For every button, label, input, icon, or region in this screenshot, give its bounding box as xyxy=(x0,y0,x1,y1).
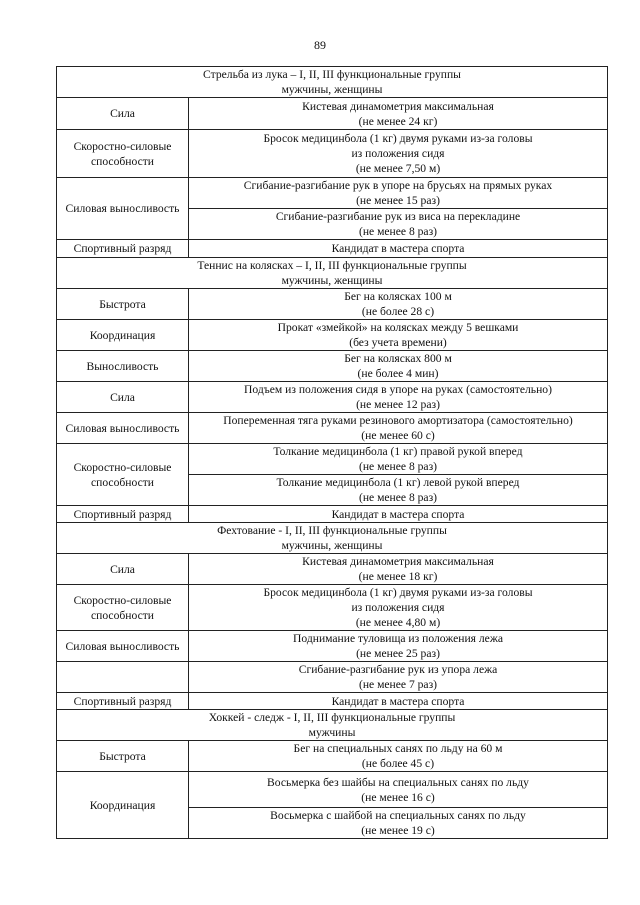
section-header-fencing xyxy=(57,523,608,554)
test-norm: (не менее 24 кг) xyxy=(358,114,438,128)
page-number: 89 xyxy=(314,38,326,52)
test-norm: (не менее 16 с) xyxy=(361,790,435,804)
category-cell: Выносливость xyxy=(57,351,189,382)
test-norm: (не менее 15 раз) xyxy=(356,194,440,207)
section-title-line: Теннис на колясках – I, II, III функциональные группы xyxy=(197,259,467,272)
test-norm: (не менее 25 раз) xyxy=(356,647,440,660)
norm-cell: Кандидат в мастера спорта xyxy=(189,506,608,523)
table-row xyxy=(57,662,608,693)
table-row xyxy=(57,98,608,130)
test-name: Восьмерка с шайбой на специальных санях по льду xyxy=(270,809,526,822)
test-name: Подъем из положения сидя в упоре на руках (самостоятельно) xyxy=(244,383,552,396)
category-cell: Сила xyxy=(57,554,189,585)
test-name: Кистевая динамометрия максимальная xyxy=(302,99,494,113)
norm-cell xyxy=(189,741,608,772)
section-title xyxy=(57,258,608,289)
test-norm: (не менее 7,50 м) xyxy=(355,162,441,175)
table-row xyxy=(57,289,608,320)
norm-cell xyxy=(189,320,608,351)
test-name: Бег на колясках 800 м xyxy=(344,352,452,365)
test-norm: (не менее 4,80 м) xyxy=(355,616,441,629)
test-norm: (не более 45 с) xyxy=(361,757,435,770)
section-title-line: Фехтование - I, II, III функциональные группы xyxy=(217,524,447,537)
norm-cell xyxy=(189,382,608,413)
norm-cell: Кандидат в мастера спорта xyxy=(189,693,608,710)
category-cell-empty xyxy=(57,662,189,693)
category-cell xyxy=(57,130,189,178)
category-cell xyxy=(57,444,189,506)
norm-cell xyxy=(189,178,608,209)
category-cell: Быстрота xyxy=(57,741,189,772)
table-row xyxy=(57,240,608,258)
test-name: Сгибание-разгибание рук из упора лежа xyxy=(298,663,498,676)
section-subtitle-line: мужчины, женщины xyxy=(281,274,383,287)
test-name: Попеременная тяга руками резинового амортизатора (самостоятельно) xyxy=(223,414,573,427)
category-line: Скоростно-силовые xyxy=(73,139,172,153)
test-name: Бег на специальных санях по льду на 60 м xyxy=(293,742,503,755)
test-name: Толкание медицинбола (1 кг) левой рукой вперед xyxy=(276,476,520,489)
norm-cell xyxy=(189,554,608,585)
section-title-line: Стрельба из лука – I, II, III функциональные группы xyxy=(203,68,461,81)
test-norm: (не менее 19 с) xyxy=(361,824,435,837)
test-norm: (без учета времени) xyxy=(349,336,447,349)
norm-cell xyxy=(189,444,608,475)
table-row xyxy=(57,130,608,178)
test-name: Толкание медицинбола (1 кг) правой рукой вперед xyxy=(273,445,523,458)
table-row xyxy=(57,351,608,382)
test-norm: (не менее 12 раз) xyxy=(356,398,440,411)
norm-cell: Кандидат в мастера спорта xyxy=(189,240,608,258)
table-row xyxy=(57,693,608,710)
section-subtitle-line: мужчины, женщины xyxy=(281,83,383,96)
category-cell: Координация xyxy=(57,772,189,839)
test-norm: (не менее 60 с) xyxy=(361,429,435,442)
category-line: способности xyxy=(91,475,154,489)
test-norm: (не менее 8 раз) xyxy=(358,225,438,238)
norm-cell xyxy=(189,808,608,839)
table-row xyxy=(57,631,608,662)
table-row xyxy=(57,585,608,631)
norm-cell xyxy=(189,351,608,382)
table-row xyxy=(57,506,608,523)
norm-cell xyxy=(189,772,608,808)
table-row xyxy=(57,382,608,413)
section-subtitle-line: мужчины, женщины xyxy=(281,539,383,552)
section-title xyxy=(57,710,608,741)
category-cell: Координация xyxy=(57,320,189,351)
test-name-cont: из положения сидя xyxy=(351,147,445,160)
section-title xyxy=(57,523,608,554)
category-cell: Спортивный разряд xyxy=(57,693,189,710)
norm-cell xyxy=(189,289,608,320)
norm-cell xyxy=(189,631,608,662)
test-norm: (не более 28 с) xyxy=(361,305,435,318)
category-line: Скоростно-силовые xyxy=(73,460,172,474)
category-cell: Быстрота xyxy=(57,289,189,320)
section-header-archery xyxy=(57,67,608,98)
test-name: Сгибание-разгибание рук в упоре на брусьях на прямых руках xyxy=(243,179,553,192)
category-cell: Силовая выносливость xyxy=(57,631,189,662)
category-cell: Спортивный разряд xyxy=(57,240,189,258)
table-row xyxy=(57,178,608,209)
section-subtitle-line: мужчины xyxy=(308,726,356,739)
category-cell: Сила xyxy=(57,98,189,130)
category-cell: Спортивный разряд xyxy=(57,506,189,523)
table-row xyxy=(57,554,608,585)
norm-cell xyxy=(189,130,608,178)
section-title xyxy=(57,67,608,98)
category-line: способности xyxy=(91,608,154,622)
norm-cell xyxy=(189,209,608,240)
category-cell: Сила xyxy=(57,382,189,413)
table-row xyxy=(57,320,608,351)
test-name: Прокат «змейкой» на колясках между 5 вешками xyxy=(277,321,519,334)
norm-cell xyxy=(189,585,608,631)
standards-table xyxy=(56,66,608,839)
test-norm: (не менее 18 кг) xyxy=(358,570,438,583)
table-row xyxy=(57,413,608,444)
test-name: Кистевая динамометрия максимальная xyxy=(302,555,494,568)
table-row xyxy=(57,444,608,475)
category-line: способности xyxy=(91,154,154,168)
test-name-cont: из положения сидя xyxy=(351,601,445,614)
category-cell: Силовая выносливость xyxy=(57,413,189,444)
table-row xyxy=(57,772,608,808)
test-norm: (не более 4 мин) xyxy=(357,367,439,380)
category-cell xyxy=(57,585,189,631)
test-name: Бросок медицинбола (1 кг) двумя руками из-за головы xyxy=(263,132,533,145)
norm-cell xyxy=(189,475,608,506)
test-name: Бросок медицинбола (1 кг) двумя руками из-за головы xyxy=(263,586,533,599)
test-name: Бег на колясках 100 м xyxy=(344,290,452,303)
test-norm: (не менее 8 раз) xyxy=(358,491,438,504)
norm-cell xyxy=(189,413,608,444)
norm-cell xyxy=(189,662,608,693)
test-name: Восьмерка без шайбы на специальных санях по льду xyxy=(267,775,529,789)
test-norm: (не менее 8 раз) xyxy=(358,460,438,473)
section-header-sledge-hockey xyxy=(57,710,608,741)
section-header-wheelchair-tennis xyxy=(57,258,608,289)
norm-cell xyxy=(189,98,608,130)
test-name: Поднимание туловища из положения лежа xyxy=(293,632,503,645)
table-row xyxy=(57,741,608,772)
section-title-line: Хоккей - следж - I, II, III функциональные группы xyxy=(208,711,456,724)
category-cell: Силовая выносливость xyxy=(57,178,189,240)
test-norm: (не менее 7 раз) xyxy=(358,678,438,691)
category-line: Скоростно-силовые xyxy=(73,593,172,607)
test-name: Сгибание-разгибание рук из виса на перекладине xyxy=(275,210,521,223)
